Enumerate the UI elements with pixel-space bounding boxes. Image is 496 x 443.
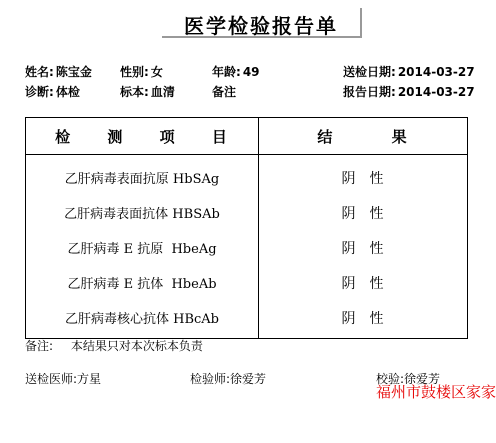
table-header-row — [26, 118, 468, 155]
sex-field — [120, 63, 163, 80]
doctor-field — [25, 370, 101, 387]
diagnosis-value: 体检 — [55, 85, 80, 99]
table-row — [26, 300, 468, 339]
doctor-value: 方星 — [77, 372, 102, 386]
report-title-box — [162, 8, 362, 38]
header-result: 结 果 — [259, 118, 468, 155]
send-date-field — [343, 63, 475, 80]
test-result: 阴性 — [259, 195, 468, 230]
report-title: 医学检验报告单 — [184, 14, 338, 38]
diagnosis-field — [25, 83, 80, 100]
test-item: 乙肝病毒 E 抗原 HbeAg — [26, 230, 259, 265]
report-date-value: 2014-03-27 — [397, 85, 475, 99]
remark-label: 备注 — [212, 85, 237, 99]
test-result: 阴性 — [259, 155, 468, 196]
table-row — [26, 155, 468, 196]
header-test-item: 检 测 项 目 — [26, 118, 259, 155]
diagnosis-label: 诊断: — [25, 85, 54, 99]
checker-value: 徐爱芳 — [404, 372, 441, 386]
table-row — [26, 265, 468, 300]
watermark-text: 福州市鼓楼区家家 — [376, 383, 496, 401]
specimen-value: 血清 — [150, 85, 175, 99]
tester-label: 检验师: — [190, 372, 231, 386]
results-table — [25, 117, 468, 339]
test-item: 乙肝病毒 E 抗体 HbeAb — [26, 265, 259, 300]
test-result: 阴性 — [259, 230, 468, 265]
specimen-label: 标本: — [120, 85, 149, 99]
name-value: 陈宝金 — [55, 65, 92, 79]
report-date-field — [343, 83, 475, 100]
age-value: 49 — [242, 65, 260, 79]
test-item: 乙肝病毒核心抗体 HBcAb — [26, 300, 259, 339]
footer-remark-text: 本结果只对本次标本负责 — [70, 339, 203, 353]
test-item: 乙肝病毒表面抗原 HbSAg — [26, 155, 259, 196]
test-item: 乙肝病毒表面抗体 HBSAb — [26, 195, 259, 230]
doctor-label: 送检医师: — [25, 372, 78, 386]
table-row — [26, 195, 468, 230]
remark-field — [212, 83, 236, 100]
report-date-label: 报告日期: — [343, 85, 396, 99]
table-row — [26, 230, 468, 265]
send-date-label: 送检日期: — [343, 65, 396, 79]
age-label: 年龄: — [212, 65, 241, 79]
tester-field — [190, 370, 266, 387]
sex-label: 性别: — [120, 65, 149, 79]
footer-remark-label: 备注: — [25, 339, 54, 353]
test-result: 阴性 — [259, 300, 468, 339]
checker-label: 校验: — [376, 372, 405, 386]
send-date-value: 2014-03-27 — [397, 65, 475, 79]
tester-value: 徐爱芳 — [230, 372, 267, 386]
name-field — [25, 63, 92, 80]
footer-remark — [25, 337, 203, 354]
test-result: 阴性 — [259, 265, 468, 300]
name-label: 姓名: — [25, 65, 54, 79]
specimen-field — [120, 83, 175, 100]
sex-value: 女 — [150, 65, 163, 79]
age-field — [212, 63, 260, 80]
